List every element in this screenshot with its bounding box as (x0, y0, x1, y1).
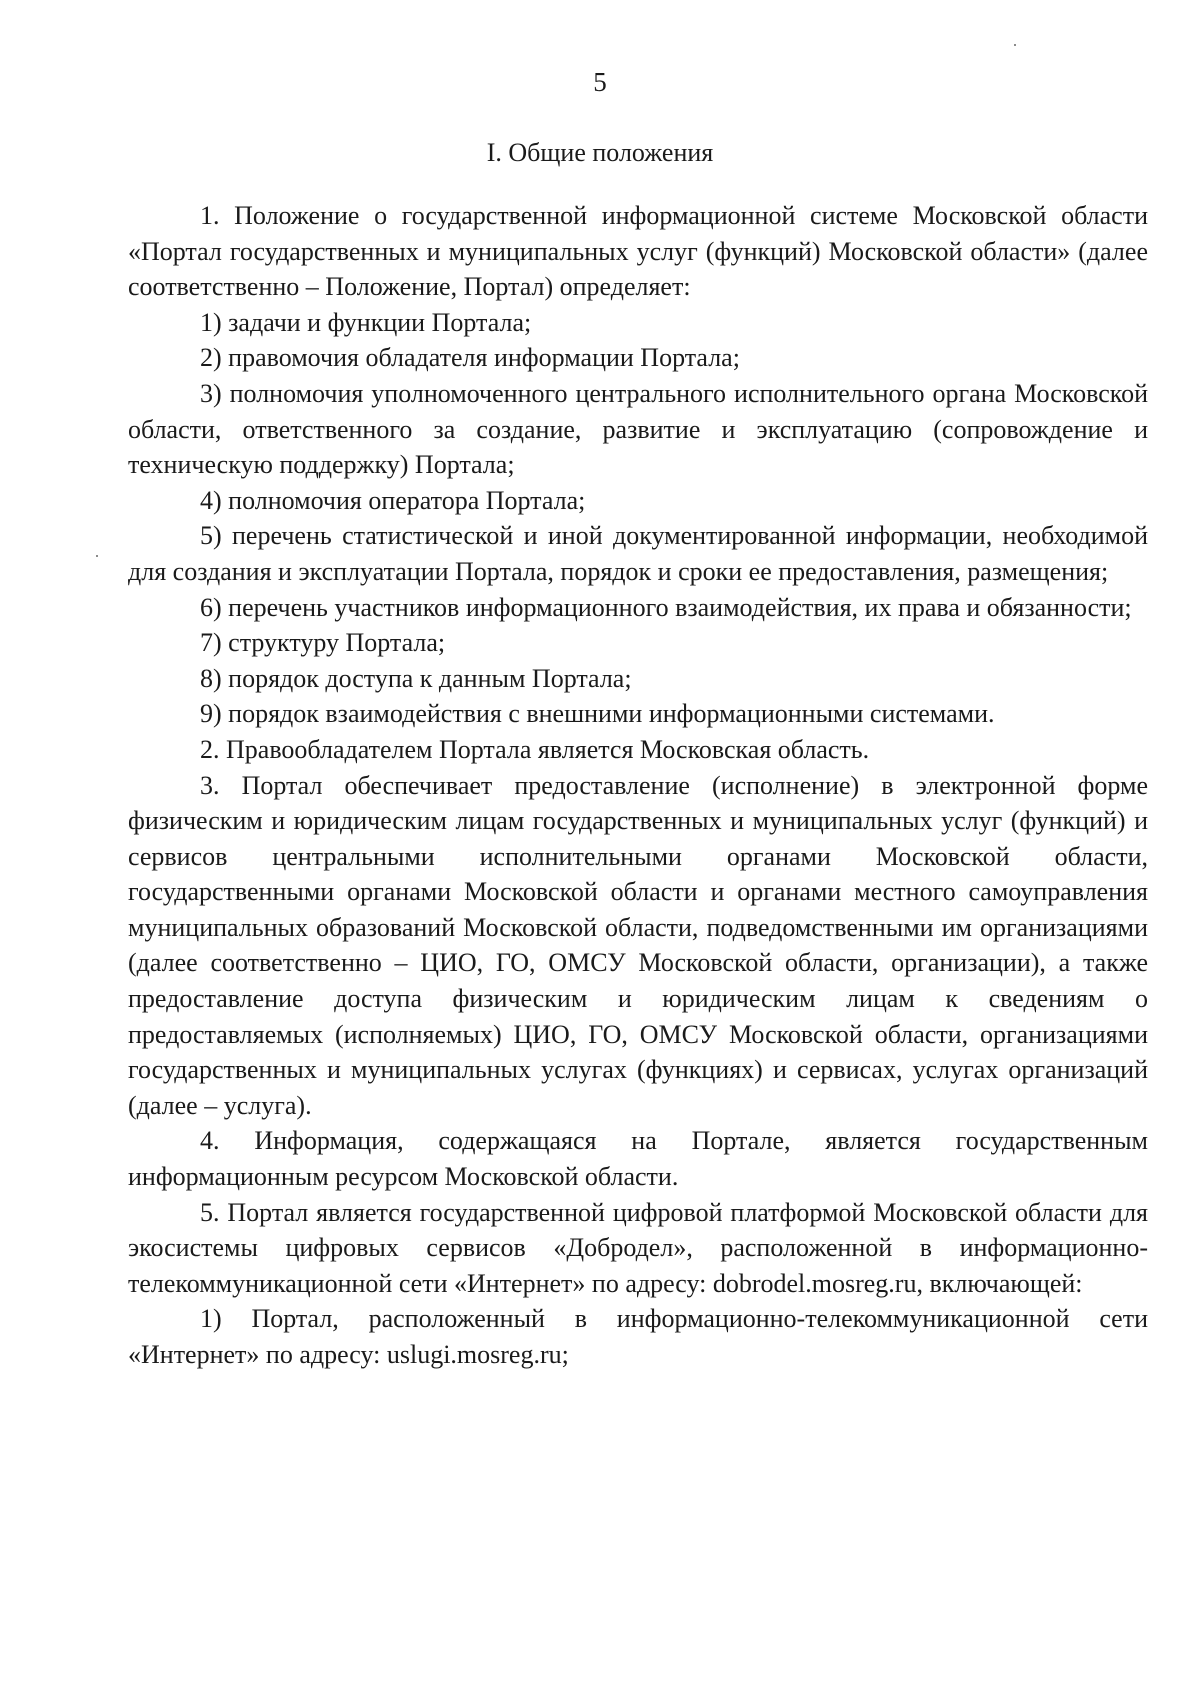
document-body (128, 198, 1148, 1373)
paragraph-3: 3. Портал обеспечивает предоставление (исполнение) в электронной форме физическим и юридическим лицам государственных и муниципальных услуг (функций) и сервисов центральными исполнительными органами Московской области, государственными органами Московской области и органами местного самоуправления муниципальных образований Московской области, подведомственными им организациями (далее соответственно – ЦИО, ГО, ОМСУ Московской области, организации), а также предоставление доступа физическим и юридическим лицам к сведениям о предоставляемых (исполняемых) ЦИО, ГО, ОМСУ Московской области, организациями государственных и муниципальных услугах (функциях) и сервисах, услугах организаций (далее – услуга). (128, 770, 1148, 1120)
paragraph-4: 4. Информация, содержащаяся на Портале, является государственным информационным ресурсом Московской области. (128, 1126, 1148, 1192)
list-item-9: 9) порядок взаимодействия с внешними информационными системами. (200, 699, 995, 729)
scan-speck (1014, 44, 1016, 46)
paragraph-5: 5. Портал является государственной цифровой платформой Московской области для экосистемы цифровых сервисов «Добродел», расположенной в информационно-телекоммуникационной сети «Интернет» по адресу: dobrodel.mosreg.ru, включающей: (128, 1197, 1148, 1298)
scan-speck (96, 555, 98, 557)
paragraph-5-item-1: 1) Портал, расположенный в информационно-телекоммуникационной сети «Интернет» по адресу: uslugi.mosreg.ru; (128, 1304, 1148, 1369)
paragraph-1-intro: 1. Положение о государственной информационной системе Московской области «Портал государственных и муниципальных услуг (функций) Московской области» (далее соответственно – Положение, Портал) определяет: (128, 201, 1148, 302)
list-item-2: 2) правомочия обладателя информации Портала; (200, 343, 740, 373)
list-item-3: 3) полномочия уполномоченного центрального исполнительного органа Московской области, ответственного за создание, развитие и эксплуатацию (сопровождение и техническую поддержку) Портала; (128, 378, 1148, 480)
section-title: I. Общие положения (486, 138, 714, 167)
list-item-5: 5) перечень статистической и иной документированной информации, необходимой для создания и эксплуатации Портала, порядок и сроки ее предоставления, размещения; (128, 521, 1148, 586)
list-item-1: 1) задачи и функции Портала; (200, 307, 532, 337)
page-number: 5 (593, 67, 607, 97)
paragraph-2: 2. Правообладателем Портала является Московская область. (200, 734, 870, 764)
list-item-8: 8) порядок доступа к данным Портала; (200, 663, 632, 693)
list-item-6: 6) перечень участников информационного взаимодействия, их права и обязанности; (200, 592, 1132, 622)
list-item-7: 7) структуру Портала; (200, 628, 446, 658)
list-item-4: 4) полномочия оператора Портала; (200, 485, 586, 515)
